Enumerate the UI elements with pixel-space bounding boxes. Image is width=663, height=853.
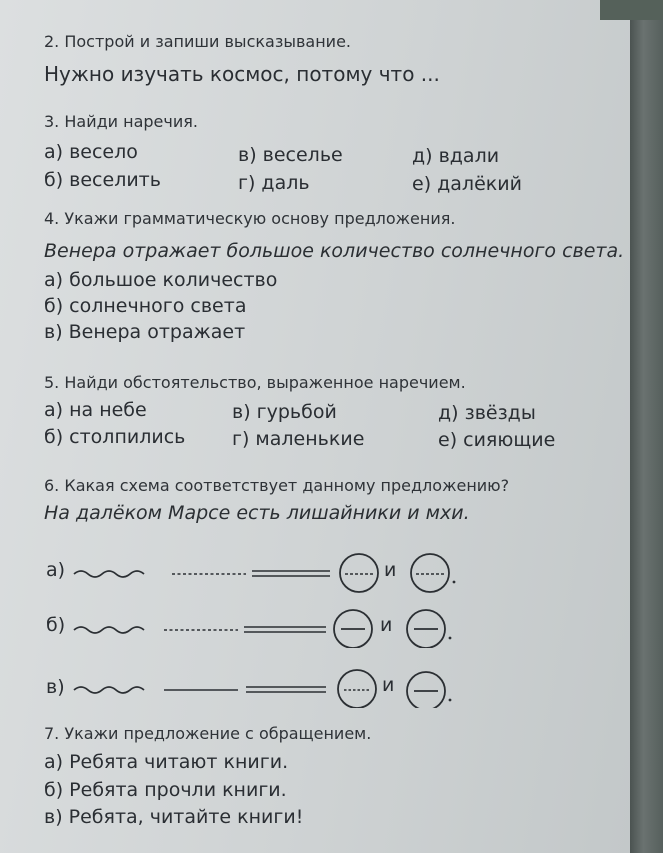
scheme-c [40, 668, 480, 708]
q7-option: а) Ребята читают книги. [44, 751, 289, 773]
circle-dotted-icon [411, 554, 449, 592]
q4-option: б) солнечного света [44, 295, 247, 317]
wavy-line-icon [74, 571, 144, 577]
scheme-label: а) [46, 559, 66, 581]
circle-dotted-icon [338, 670, 376, 708]
q2-title: 2. Построй и запиши высказывание. [44, 32, 351, 51]
wavy-line-icon [74, 627, 144, 633]
scheme-a [40, 553, 480, 593]
q3-option: е) далёкий [412, 173, 522, 195]
scheme-b-diagram [40, 608, 480, 648]
q6-sentence: На далёком Марсе есть лишайники и мхи. [44, 502, 470, 524]
q5-option: б) столпились [44, 426, 186, 448]
q4-title: 4. Укажи грамматическую основу предложения. [44, 209, 456, 228]
conjunction: и [382, 674, 395, 696]
scheme-c-diagram [40, 668, 480, 708]
q2-prompt: Нужно изучать космос, потому что ... [44, 62, 440, 86]
q3-option: д) вдали [412, 145, 500, 167]
circle-dotted-icon [340, 554, 378, 592]
scheme-label: б) [46, 614, 66, 636]
q5-option: д) звёзды [438, 402, 536, 424]
q4-option: в) Венера отражает [44, 321, 246, 343]
q3-option: б) веселить [44, 169, 161, 191]
q4-option: а) большое количество [44, 269, 278, 291]
conjunction: и [380, 614, 393, 636]
q5-title: 5. Найди обстоятельство, выраженное наречием. [44, 373, 466, 392]
book-cover-corner [600, 0, 663, 20]
scheme-a-diagram [40, 553, 480, 593]
scheme-b [40, 608, 480, 648]
conjunction: и [384, 559, 397, 581]
q4-sentence: Венера отражает большое количество солнечного света. [44, 240, 625, 262]
circle-solid-icon [407, 672, 445, 708]
q3-title: 3. Найди наречия. [44, 112, 198, 131]
q3-option: а) весело [44, 141, 138, 163]
q5-option: г) маленькие [232, 428, 365, 450]
q3-option: г) даль [238, 172, 310, 194]
q7-option: б) Ребята прочли книги. [44, 779, 287, 801]
q5-option: в) гурьбой [232, 401, 337, 423]
wavy-line-icon [74, 687, 144, 693]
q5-option: а) на небе [44, 399, 147, 421]
q6-title: 6. Какая схема соответствует данному предложению? [44, 476, 510, 495]
page-binding-edge [630, 0, 663, 853]
q7-option: в) Ребята, читайте книги! [44, 806, 304, 828]
scheme-label: в) [46, 676, 65, 698]
q3-option: в) веселье [238, 144, 343, 166]
q5-option: е) сияющие [438, 429, 556, 451]
q7-title: 7. Укажи предложение с обращением. [44, 724, 372, 743]
